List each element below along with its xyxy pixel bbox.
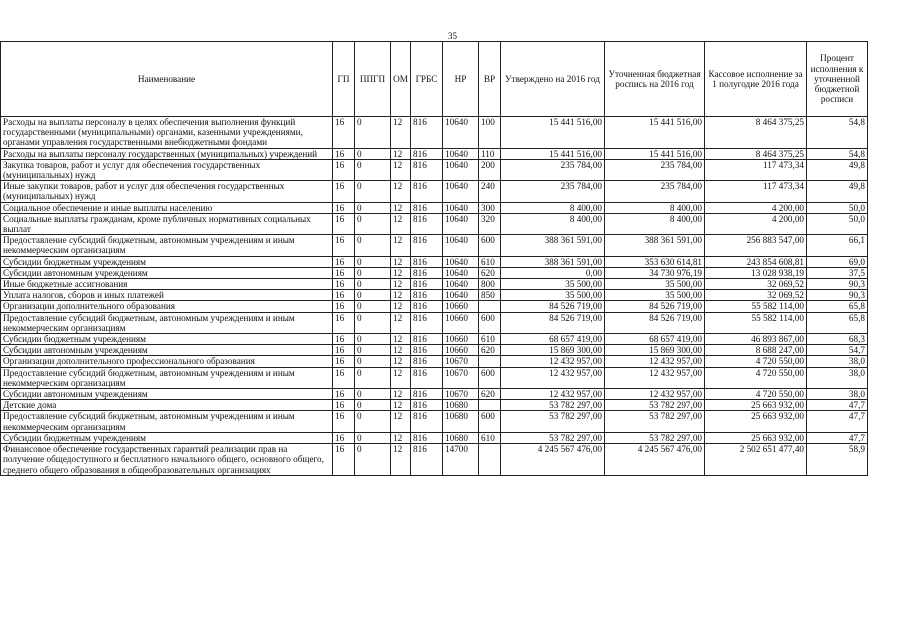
table-row [1, 290, 868, 301]
cell-grbs: 816 [411, 432, 443, 443]
cell-percent: 69,0 [807, 256, 868, 267]
cell-percent: 47,7 [807, 411, 868, 432]
cell-nr: 10670 [443, 367, 479, 388]
cell-vr: 600 [479, 235, 501, 256]
cell-grbs: 816 [411, 279, 443, 290]
cell-gp: 16 [333, 389, 355, 400]
page-number: 35 [448, 31, 457, 41]
cell-cash: 55 582 114,00 [705, 301, 807, 312]
cell-vr: 800 [479, 279, 501, 290]
table-row [1, 159, 868, 180]
col-header-refined: Уточненная бюджетная роспись на 2016 год [605, 42, 705, 117]
cell-grbs: 816 [411, 159, 443, 180]
cell-gp: 16 [333, 159, 355, 180]
cell-om: 12 [391, 301, 411, 312]
cell-gp: 16 [333, 301, 355, 312]
cell-approved: 84 526 719,00 [501, 301, 605, 312]
cell-om: 12 [391, 389, 411, 400]
cell-name: Закупка товаров, работ и услуг для обеспечения государственных (муниципальных) нужд [1, 159, 333, 180]
cell-cash: 4 720 550,00 [705, 356, 807, 367]
cell-ppgp: 0 [355, 213, 391, 234]
cell-om: 12 [391, 432, 411, 443]
cell-percent: 66,1 [807, 235, 868, 256]
cell-cash: 46 893 867,00 [705, 334, 807, 345]
cell-gp: 16 [333, 290, 355, 301]
cell-vr [479, 400, 501, 411]
cell-percent: 58,9 [807, 444, 868, 476]
cell-gp: 16 [333, 432, 355, 443]
cell-om: 12 [391, 290, 411, 301]
col-header-percent: Процент исполнения к уточненной бюджетной росписи [807, 42, 868, 117]
table-row [1, 235, 868, 256]
col-header-approved: Утверждено на 2016 год [501, 42, 605, 117]
cell-ppgp: 0 [355, 400, 391, 411]
cell-om: 12 [391, 356, 411, 367]
cell-ppgp: 0 [355, 389, 391, 400]
cell-vr: 600 [479, 312, 501, 333]
cell-percent: 65,8 [807, 312, 868, 333]
cell-nr: 10640 [443, 213, 479, 234]
col-header-nr: НР [443, 42, 479, 117]
cell-grbs: 816 [411, 256, 443, 267]
cell-gp: 16 [333, 400, 355, 411]
table-row [1, 432, 868, 443]
cell-nr: 10670 [443, 356, 479, 367]
cell-om: 12 [391, 267, 411, 278]
cell-refined: 68 657 419,00 [605, 334, 705, 345]
cell-name: Субсидии бюджетным учреждениям [1, 334, 333, 345]
cell-name: Субсидии автономным учреждениям [1, 345, 333, 356]
cell-vr [479, 301, 501, 312]
cell-refined: 53 782 297,00 [605, 400, 705, 411]
cell-refined: 12 432 957,00 [605, 367, 705, 388]
cell-nr: 10640 [443, 267, 479, 278]
cell-refined: 353 630 614,81 [605, 256, 705, 267]
cell-name: Социальное обеспечение и иные выплаты населению [1, 202, 333, 213]
cell-ppgp: 0 [355, 148, 391, 159]
table-row [1, 411, 868, 432]
cell-percent: 50,0 [807, 202, 868, 213]
cell-name: Предоставление субсидий бюджетным, автономным учреждениям и иным некоммерческим организациям [1, 367, 333, 388]
cell-gp: 16 [333, 444, 355, 476]
table-row [1, 117, 868, 149]
table-row [1, 312, 868, 333]
cell-cash: 8 464 375,25 [705, 117, 807, 149]
cell-vr: 620 [479, 345, 501, 356]
table-row [1, 181, 868, 202]
cell-cash: 13 028 938,19 [705, 267, 807, 278]
cell-name: Субсидии автономным учреждениям [1, 267, 333, 278]
cell-nr: 10640 [443, 235, 479, 256]
cell-nr: 10640 [443, 148, 479, 159]
cell-cash: 243 854 608,81 [705, 256, 807, 267]
cell-approved: 35 500,00 [501, 290, 605, 301]
cell-gp: 16 [333, 213, 355, 234]
cell-ppgp: 0 [355, 301, 391, 312]
col-header-cash: Кассовое исполнение за 1 полугодие 2016 года [705, 42, 807, 117]
cell-vr: 110 [479, 148, 501, 159]
cell-ppgp: 0 [355, 202, 391, 213]
cell-refined: 34 730 976,19 [605, 267, 705, 278]
cell-approved: 4 245 567 476,00 [501, 444, 605, 476]
cell-refined: 12 432 957,00 [605, 356, 705, 367]
cell-grbs: 816 [411, 267, 443, 278]
cell-vr: 600 [479, 411, 501, 432]
cell-gp: 16 [333, 312, 355, 333]
cell-cash: 8 688 247,00 [705, 345, 807, 356]
cell-refined: 388 361 591,00 [605, 235, 705, 256]
cell-grbs: 816 [411, 389, 443, 400]
cell-name: Расходы на выплаты персоналу в целях обеспечения выполнения функций государственными (муниципальными) органами, казенными учреждениями, органами управления государственными внебюджетными фондами [1, 117, 333, 149]
cell-name: Предоставление субсидий бюджетным, автономным учреждениям и иным некоммерческим организациям [1, 235, 333, 256]
cell-ppgp: 0 [355, 312, 391, 333]
cell-cash: 117 473,34 [705, 159, 807, 180]
cell-ppgp: 0 [355, 256, 391, 267]
cell-refined: 35 500,00 [605, 290, 705, 301]
cell-grbs: 816 [411, 213, 443, 234]
table-row [1, 334, 868, 345]
col-header-vr: ВР [479, 42, 501, 117]
cell-nr: 10640 [443, 256, 479, 267]
table-header [1, 42, 868, 117]
cell-percent: 65,8 [807, 301, 868, 312]
cell-name: Предоставление субсидий бюджетным, автономным учреждениям и иным некоммерческим организациям [1, 312, 333, 333]
cell-name: Уплата налогов, сборов и иных платежей [1, 290, 333, 301]
cell-refined: 84 526 719,00 [605, 301, 705, 312]
cell-vr: 100 [479, 117, 501, 149]
cell-refined: 8 400,00 [605, 213, 705, 234]
cell-approved: 15 441 516,00 [501, 148, 605, 159]
cell-nr: 10660 [443, 312, 479, 333]
cell-percent: 38,0 [807, 389, 868, 400]
cell-nr: 10640 [443, 279, 479, 290]
cell-cash: 25 663 932,00 [705, 400, 807, 411]
cell-refined: 8 400,00 [605, 202, 705, 213]
cell-nr: 10680 [443, 400, 479, 411]
cell-percent: 90,3 [807, 290, 868, 301]
cell-gp: 16 [333, 148, 355, 159]
cell-cash: 25 663 932,00 [705, 411, 807, 432]
cell-vr: 600 [479, 367, 501, 388]
cell-om: 12 [391, 213, 411, 234]
cell-ppgp: 0 [355, 279, 391, 290]
cell-cash: 4 200,00 [705, 213, 807, 234]
cell-vr: 300 [479, 202, 501, 213]
cell-om: 12 [391, 312, 411, 333]
cell-grbs: 816 [411, 334, 443, 345]
cell-vr: 850 [479, 290, 501, 301]
col-header-name: Наименование [1, 42, 333, 117]
cell-nr: 10680 [443, 411, 479, 432]
cell-nr: 10660 [443, 301, 479, 312]
cell-percent: 54,8 [807, 117, 868, 149]
cell-vr: 610 [479, 432, 501, 443]
cell-percent: 49,8 [807, 181, 868, 202]
cell-gp: 16 [333, 181, 355, 202]
cell-ppgp: 0 [355, 235, 391, 256]
cell-grbs: 816 [411, 117, 443, 149]
table-row [1, 267, 868, 278]
cell-ppgp: 0 [355, 345, 391, 356]
cell-om: 12 [391, 444, 411, 476]
cell-vr: 610 [479, 256, 501, 267]
cell-nr: 10660 [443, 345, 479, 356]
cell-gp: 16 [333, 267, 355, 278]
cell-name: Предоставление субсидий бюджетным, автономным учреждениям и иным некоммерческим организациям [1, 411, 333, 432]
cell-approved: 8 400,00 [501, 213, 605, 234]
cell-nr: 10660 [443, 334, 479, 345]
table-row [1, 202, 868, 213]
cell-gp: 16 [333, 334, 355, 345]
cell-name: Иные закупки товаров, работ и услуг для обеспечения государственных (муниципальных) нужд [1, 181, 333, 202]
cell-vr: 200 [479, 159, 501, 180]
cell-approved: 235 784,00 [501, 181, 605, 202]
cell-vr [479, 356, 501, 367]
cell-percent: 47,7 [807, 400, 868, 411]
cell-gp: 16 [333, 356, 355, 367]
cell-refined: 12 432 957,00 [605, 389, 705, 400]
cell-approved: 35 500,00 [501, 279, 605, 290]
cell-grbs: 816 [411, 411, 443, 432]
cell-approved: 12 432 957,00 [501, 367, 605, 388]
cell-cash: 256 883 547,00 [705, 235, 807, 256]
cell-grbs: 816 [411, 312, 443, 333]
table-row [1, 279, 868, 290]
cell-grbs: 816 [411, 148, 443, 159]
cell-cash: 8 464 375,25 [705, 148, 807, 159]
cell-gp: 16 [333, 279, 355, 290]
cell-grbs: 816 [411, 367, 443, 388]
table-row [1, 345, 868, 356]
table-row [1, 356, 868, 367]
cell-ppgp: 0 [355, 432, 391, 443]
cell-grbs: 816 [411, 202, 443, 213]
cell-vr [479, 444, 501, 476]
cell-vr: 240 [479, 181, 501, 202]
cell-om: 12 [391, 367, 411, 388]
cell-ppgp: 0 [355, 181, 391, 202]
cell-cash: 2 502 651 477,40 [705, 444, 807, 476]
cell-om: 12 [391, 345, 411, 356]
cell-refined: 53 782 297,00 [605, 411, 705, 432]
cell-grbs: 816 [411, 400, 443, 411]
cell-ppgp: 0 [355, 117, 391, 149]
cell-grbs: 816 [411, 356, 443, 367]
cell-percent: 54,7 [807, 345, 868, 356]
cell-ppgp: 0 [355, 267, 391, 278]
cell-approved: 235 784,00 [501, 159, 605, 180]
table-row [1, 400, 868, 411]
cell-grbs: 816 [411, 444, 443, 476]
cell-ppgp: 0 [355, 356, 391, 367]
cell-name: Финансовое обеспечение государственных гарантий реализации прав на получение общедоступного и бесплатного начального общего, основного общего, среднего общего образования в общеобразовательных организациях [1, 444, 333, 476]
cell-ppgp: 0 [355, 411, 391, 432]
cell-nr: 10640 [443, 181, 479, 202]
cell-name: Иные бюджетные ассигнования [1, 279, 333, 290]
cell-name: Субсидии автономным учреждениям [1, 389, 333, 400]
cell-grbs: 816 [411, 345, 443, 356]
cell-om: 12 [391, 202, 411, 213]
cell-nr: 10640 [443, 202, 479, 213]
cell-approved: 0,00 [501, 267, 605, 278]
table-row [1, 389, 868, 400]
cell-ppgp: 0 [355, 334, 391, 345]
cell-approved: 12 432 957,00 [501, 356, 605, 367]
col-header-ppgp: ППГП [355, 42, 391, 117]
cell-nr: 10640 [443, 290, 479, 301]
cell-grbs: 816 [411, 301, 443, 312]
cell-name: Социальные выплаты гражданам, кроме публичных нормативных социальных выплат [1, 213, 333, 234]
cell-cash: 117 473,34 [705, 181, 807, 202]
cell-approved: 53 782 297,00 [501, 432, 605, 443]
cell-approved: 388 361 591,00 [501, 235, 605, 256]
cell-percent: 37,5 [807, 267, 868, 278]
cell-name: Организации дополнительного образования [1, 301, 333, 312]
cell-percent: 47,7 [807, 432, 868, 443]
cell-om: 12 [391, 279, 411, 290]
cell-percent: 54,8 [807, 148, 868, 159]
cell-grbs: 816 [411, 235, 443, 256]
cell-om: 12 [391, 400, 411, 411]
cell-percent: 50,0 [807, 213, 868, 234]
cell-om: 12 [391, 256, 411, 267]
cell-gp: 16 [333, 345, 355, 356]
cell-om: 12 [391, 235, 411, 256]
table-body [1, 117, 868, 476]
cell-approved: 53 782 297,00 [501, 400, 605, 411]
cell-gp: 16 [333, 202, 355, 213]
cell-om: 12 [391, 411, 411, 432]
table-row [1, 301, 868, 312]
cell-name: Детские дома [1, 400, 333, 411]
cell-percent: 38,0 [807, 356, 868, 367]
cell-gp: 16 [333, 117, 355, 149]
cell-name: Организации дополнительного профессионального образования [1, 356, 333, 367]
cell-refined: 35 500,00 [605, 279, 705, 290]
cell-refined: 4 245 567 476,00 [605, 444, 705, 476]
cell-nr: 14700 [443, 444, 479, 476]
table-row [1, 213, 868, 234]
cell-om: 12 [391, 117, 411, 149]
cell-cash: 32 069,52 [705, 279, 807, 290]
table-row [1, 148, 868, 159]
cell-refined: 15 869 300,00 [605, 345, 705, 356]
cell-percent: 49,8 [807, 159, 868, 180]
cell-cash: 55 582 114,00 [705, 312, 807, 333]
cell-gp: 16 [333, 235, 355, 256]
cell-nr: 10670 [443, 389, 479, 400]
cell-om: 12 [391, 181, 411, 202]
cell-ppgp: 0 [355, 444, 391, 476]
cell-refined: 84 526 719,00 [605, 312, 705, 333]
table-row [1, 444, 868, 476]
cell-refined: 15 441 516,00 [605, 117, 705, 149]
cell-approved: 84 526 719,00 [501, 312, 605, 333]
cell-percent: 90,3 [807, 279, 868, 290]
cell-refined: 235 784,00 [605, 159, 705, 180]
cell-nr: 10640 [443, 117, 479, 149]
cell-vr: 620 [479, 389, 501, 400]
cell-gp: 16 [333, 411, 355, 432]
cell-cash: 4 200,00 [705, 202, 807, 213]
cell-cash: 4 720 550,00 [705, 367, 807, 388]
cell-vr: 620 [479, 267, 501, 278]
cell-ppgp: 0 [355, 367, 391, 388]
cell-gp: 16 [333, 367, 355, 388]
col-header-om: ОМ [391, 42, 411, 117]
cell-percent: 38,0 [807, 367, 868, 388]
cell-refined: 53 782 297,00 [605, 432, 705, 443]
cell-gp: 16 [333, 256, 355, 267]
cell-approved: 15 441 516,00 [501, 117, 605, 149]
cell-vr: 320 [479, 213, 501, 234]
cell-approved: 53 782 297,00 [501, 411, 605, 432]
cell-approved: 8 400,00 [501, 202, 605, 213]
cell-approved: 388 361 591,00 [501, 256, 605, 267]
cell-refined: 15 441 516,00 [605, 148, 705, 159]
cell-approved: 68 657 419,00 [501, 334, 605, 345]
cell-approved: 15 869 300,00 [501, 345, 605, 356]
cell-approved: 12 432 957,00 [501, 389, 605, 400]
budget-table [0, 41, 868, 476]
cell-ppgp: 0 [355, 290, 391, 301]
cell-grbs: 816 [411, 181, 443, 202]
cell-cash: 25 663 932,00 [705, 432, 807, 443]
cell-cash: 4 720 550,00 [705, 389, 807, 400]
cell-name: Субсидии бюджетным учреждениям [1, 256, 333, 267]
cell-name: Субсидии бюджетным учреждениям [1, 432, 333, 443]
table-row [1, 367, 868, 388]
cell-name: Расходы на выплаты персоналу государственных (муниципальных) учреждений [1, 148, 333, 159]
cell-ppgp: 0 [355, 159, 391, 180]
cell-percent: 68,3 [807, 334, 868, 345]
col-header-grbs: ГРБС [411, 42, 443, 117]
cell-refined: 235 784,00 [605, 181, 705, 202]
cell-om: 12 [391, 159, 411, 180]
col-header-gp: ГП [333, 42, 355, 117]
cell-nr: 10680 [443, 432, 479, 443]
cell-grbs: 816 [411, 290, 443, 301]
cell-nr: 10640 [443, 159, 479, 180]
cell-vr: 610 [479, 334, 501, 345]
cell-cash: 32 069,52 [705, 290, 807, 301]
cell-om: 12 [391, 148, 411, 159]
cell-om: 12 [391, 334, 411, 345]
table-row [1, 256, 868, 267]
